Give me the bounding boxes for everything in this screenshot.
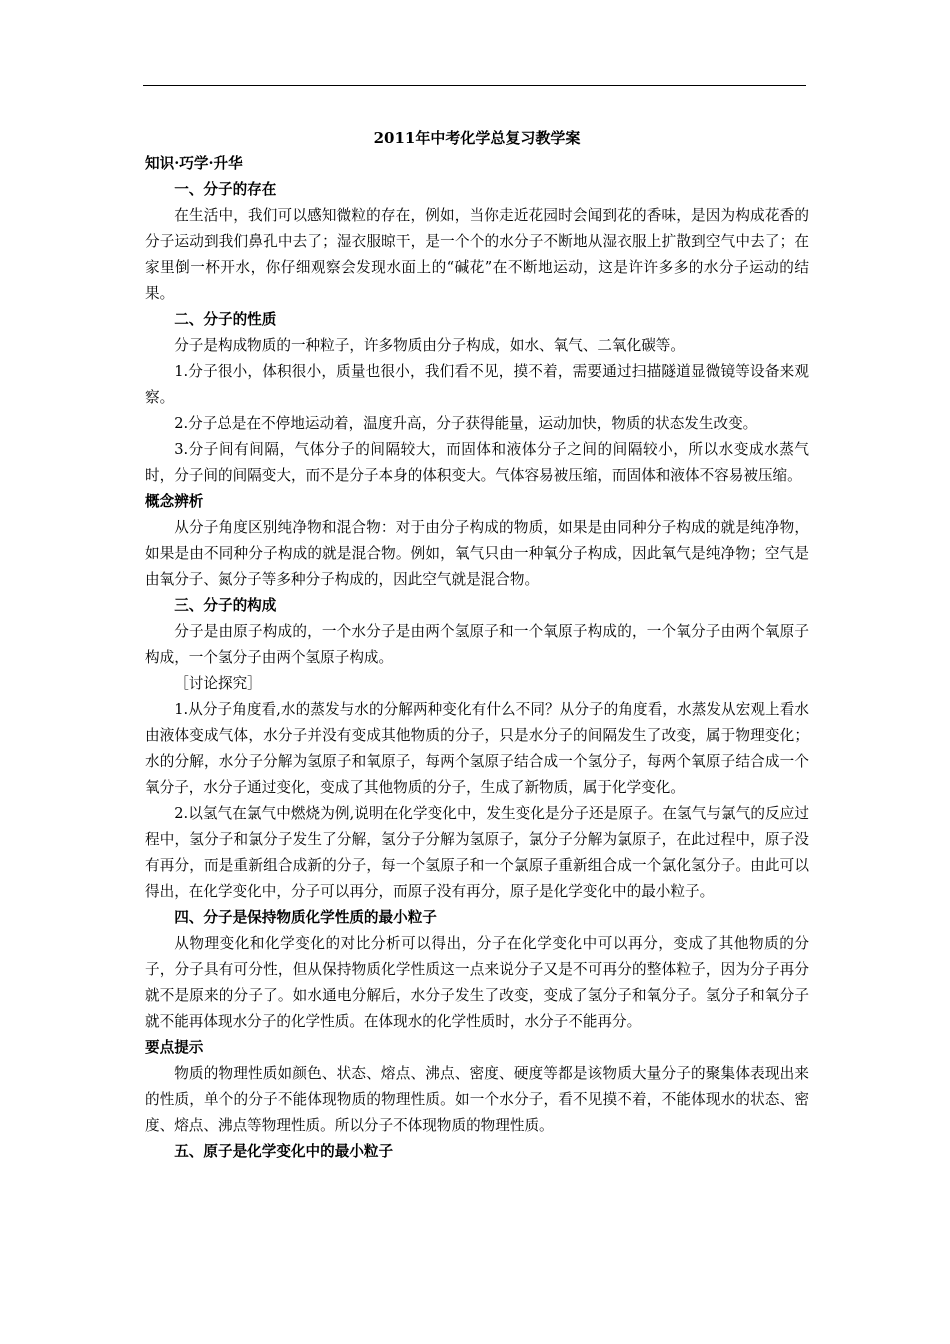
section-heading-3: 三、分子的构成	[174, 597, 277, 614]
header-rule	[143, 85, 806, 86]
paragraph: 分子是构成物质的一种粒子，许多物质由分子构成，如水、氧气、二氧化碳等。	[174, 337, 685, 354]
paragraph: 1.分子很小，体积很小，质量也很小，我们看不见，摸不着，需要通过扫描隧道显微镜等设备来观察。	[145, 363, 809, 406]
paragraph: 2.以氢气在氯气中燃烧为例,说明在化学变化中，发生变化是分子还是原子。在氢气与氯气的反应过程中，氢分子和氯分子发生了分解，氢分子分解为氢原子，氯分子分解为氯原子，在此过程中，原子没有再分，而是重新组合成新的分子，每一个氢原子和一个氯原子重新组合成一个氯化氢分子。由此可以得出，在化学变化中，分子可以再分，而原子没有再分，原子是化学变化中的最小粒子。	[145, 805, 809, 900]
section-heading-2: 二、分子的性质	[174, 311, 277, 328]
paragraph: 分子是由原子构成的，一个水分子是由两个氢原子和一个氧原子构成的，一个氧分子由两个氧原子构成，一个氢分子由两个氢原子构成。	[145, 623, 809, 666]
section-heading-4: 四、分子是保持物质化学性质的最小粒子	[174, 909, 437, 926]
section-heading-1: 一、分子的存在	[174, 181, 277, 198]
section-subtitle: 知识·巧学·升华	[145, 155, 243, 172]
document-title: 2011年中考化学总复习教学案	[373, 129, 581, 147]
paragraph: 2.分子总是在不停地运动着，温度升高，分子获得能量，运动加快，物质的状态发生改变。	[174, 415, 758, 432]
section-heading-5: 五、原子是化学变化中的最小粒子	[174, 1143, 394, 1160]
concept-heading: 概念辨析	[145, 493, 204, 510]
paragraph: 物质的物理性质如颜色、状态、熔点、沸点、密度、硬度等都是该物质大量分子的聚集体表现出来的性质，单个的分子不能体现物质的物理性质。如一个水分子，看不见摸不着，不能体现水的状态、密度、熔点、沸点等物理性质。所以分子不体现物质的物理性质。	[145, 1065, 809, 1134]
discussion-heading: ［讨论探究］	[174, 675, 262, 692]
paragraph: 从物理变化和化学变化的对比分析可以得出，分子在化学变化中可以再分，变成了其他物质的分子，分子具有可分性，但从保持物质化学性质这一点来说分子又是不可再分的整体粒子，因为分子再分就不是原来的分子了。如水通电分解后，水分子发生了改变，变成了氢分子和氧分子。氢分子和氧分子就不能再体现水分子的化学性质。在体现水的化学性质时，水分子不能再分。	[145, 935, 809, 1030]
tips-heading: 要点提示	[145, 1039, 204, 1056]
document-body	[145, 125, 809, 1165]
paragraph: 1.从分子角度看,水的蒸发与水的分解两种变化有什么不同？从分子的角度看，水蒸发从宏观上看水由液体变成气体，水分子并没有变成其他物质的分子，只是水分子的间隔发生了改变，属于物理变化；水的分解，水分子分解为氢原子和氧原子，每两个氢原子结合成一个氢分子，每两个氧原子结合成一个氧分子，水分子通过变化，变成了其他物质的分子，生成了新物质，属于化学变化。	[145, 701, 809, 796]
paragraph: 3.分子间有间隔，气体分子的间隔较大，而固体和液体分子之间的间隔较小，所以水变成水蒸气时，分子间的间隔变大，而不是分子本身的体积变大。气体容易被压缩，而固体和液体不容易被压缩。	[145, 441, 809, 484]
paragraph: 从分子角度区别纯净物和混合物：对于由分子构成的物质，如果是由同种分子构成的就是纯净物，如果是由不同种分子构成的就是混合物。例如，氧气只由一种氧分子构成，因此氧气是纯净物；空气是由氧分子、氮分子等多种分子构成的，因此空气就是混合物。	[145, 519, 809, 588]
paragraph: 在生活中，我们可以感知微粒的存在，例如，当你走近花园时会闻到花的香味，是因为构成花香的分子运动到我们鼻孔中去了；湿衣服晾干，是一个个的水分子不断地从湿衣服上扩散到空气中去了；在家里倒一杯开水，你仔细观察会发现水面上的“碱花”在不断地运动，这是许许多多的水分子运动的结果。	[145, 207, 809, 302]
